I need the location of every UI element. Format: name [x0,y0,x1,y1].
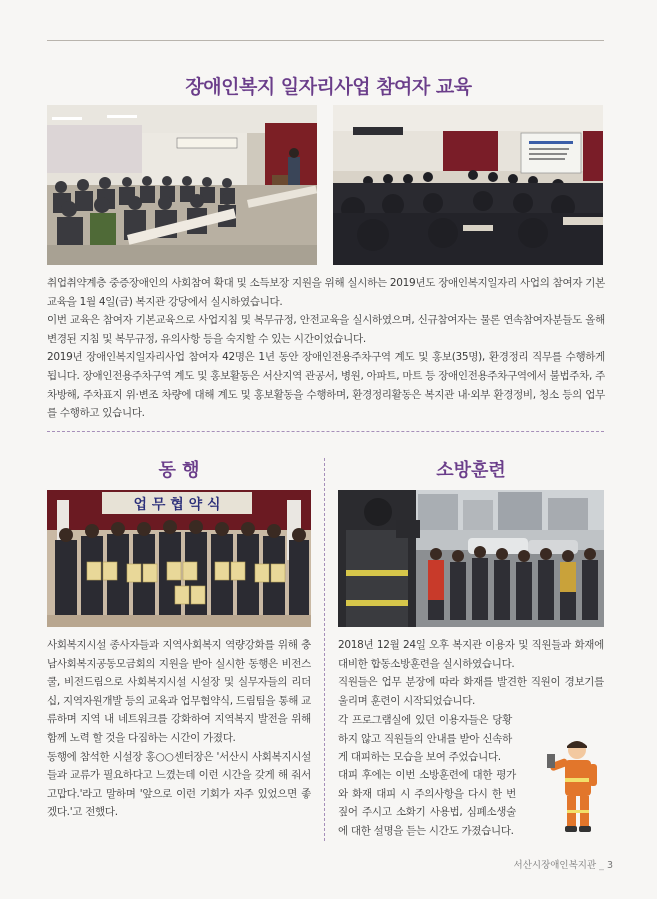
column-divider [324,458,325,841]
article-body-fire-drill-bottom [338,766,516,840]
paragraph: 취업취약계층 중증장애인의 사회참여 확대 및 소득보장 지원을 위해 실시하는 2019년도 장애인복지일자리 사업의 참여자 기본교육을 1월 4일(금) 복지관 강당에서 실시하였습니다. [47,277,605,308]
paragraph: 이번 교육은 참여자 기본교육으로 사업지침 및 복무규정, 안전교육을 실시하였으며, 신규참여자는 물론 연속참여자분들도 올해 변경된 지침 및 복무규정, 유의사항 등을 숙지할 수 있는 시간이었습니다. [47,314,605,345]
top-divider [47,40,604,41]
article-title-companion: 동 행 [158,460,200,481]
article-body-job-education [47,274,605,423]
article-title-job-education: 장애인복지 일자리사업 참여자 교육 [185,76,472,98]
photo-education-presentation [333,105,603,265]
paragraph: 각 프로그램실에 있던 이용자들은 당황하지 않고 직원들의 안내를 받아 신속하게 대피하는 모습을 보여 주었습니다. [338,714,512,764]
page-footer [514,857,613,871]
footer-separator: _ [599,860,604,871]
paragraph: 직원들은 업무 분장에 따라 화재를 발견한 직원이 경보기를 울리며 훈련이 시작되었습니다. [338,676,604,707]
publication-name: 서산시장애인복지관 [513,860,597,871]
article-body-companion [47,636,311,822]
firefighter-illustration [545,738,605,836]
photo-fire-drill [338,490,604,627]
page-number: 3 [606,860,613,871]
paragraph: 대피 후에는 이번 소방훈련에 대한 평가와 화재 대피 시 주의사항을 다시 한 번 짚어 주시고 소화기 사용법, 심폐소생술에 대한 설명을 듣는 시간도 가졌습니다. [338,769,516,837]
photo-mou-ceremony [47,490,311,627]
paragraph: 동행에 참석한 시설장 홍○○센터장은 '서산시 사회복지시설들과 교류가 필요하다고 느꼈는데 이런 시간을 갖게 해 줘서 고맙다.'라고 말하며 '앞으로 이런 기회가 자주 있었으면 좋겠다.'고 전했다. [47,750,311,819]
article-body-fire-drill-top [338,636,604,710]
paragraph: 2019년 장애인복지일자리사업 참여자 42명은 1년 동안 장애인전용주차구역 계도 및 홍보(35명), 환경정리 직무를 수행하게 됩니다. 장애인전용주차구역 계도 및 홍보활동은 서산지역 관공서, 병원, 아파트, 마트 등 장애인전용주차구역에서 불법주차, 주차방해, 주차표지 위·변조 차량에 대해 계도 및 홍보활동을 수행하며, 환경정리활동은 복지관 내·외부 환경정비, 청소 등의 업무를 수행하고 있습니다. [47,351,605,420]
paragraph: 2018년 12월 24일 오후 복지관 이용자 및 직원들과 화재에 대비한 합동소방훈련을 실시하였습니다. [338,639,604,670]
banner-text: 업 무 협 약 식 [133,497,221,513]
section-divider [47,431,604,432]
photo-education-hall [47,105,317,265]
paragraph: 사회복지시설 종사자들과 지역사회복지 역량강화를 위해 충남사회복지공동모금회의 지원을 받아 실시한 동행은 비전스쿨, 비전드림으로 사회복지시설 시설장 및 실무자들의 리더십, 지역자원개발 등의 교육과 업무협약식, 드림팀을 통해 교류하며 지역 내 네트워크를 강화하여 지역복지 발전을 위해 함께 노력 할 것을 다짐하는 시간이 가졌다. [47,639,311,744]
article-title-fire-drill: 소방훈련 [436,460,506,481]
